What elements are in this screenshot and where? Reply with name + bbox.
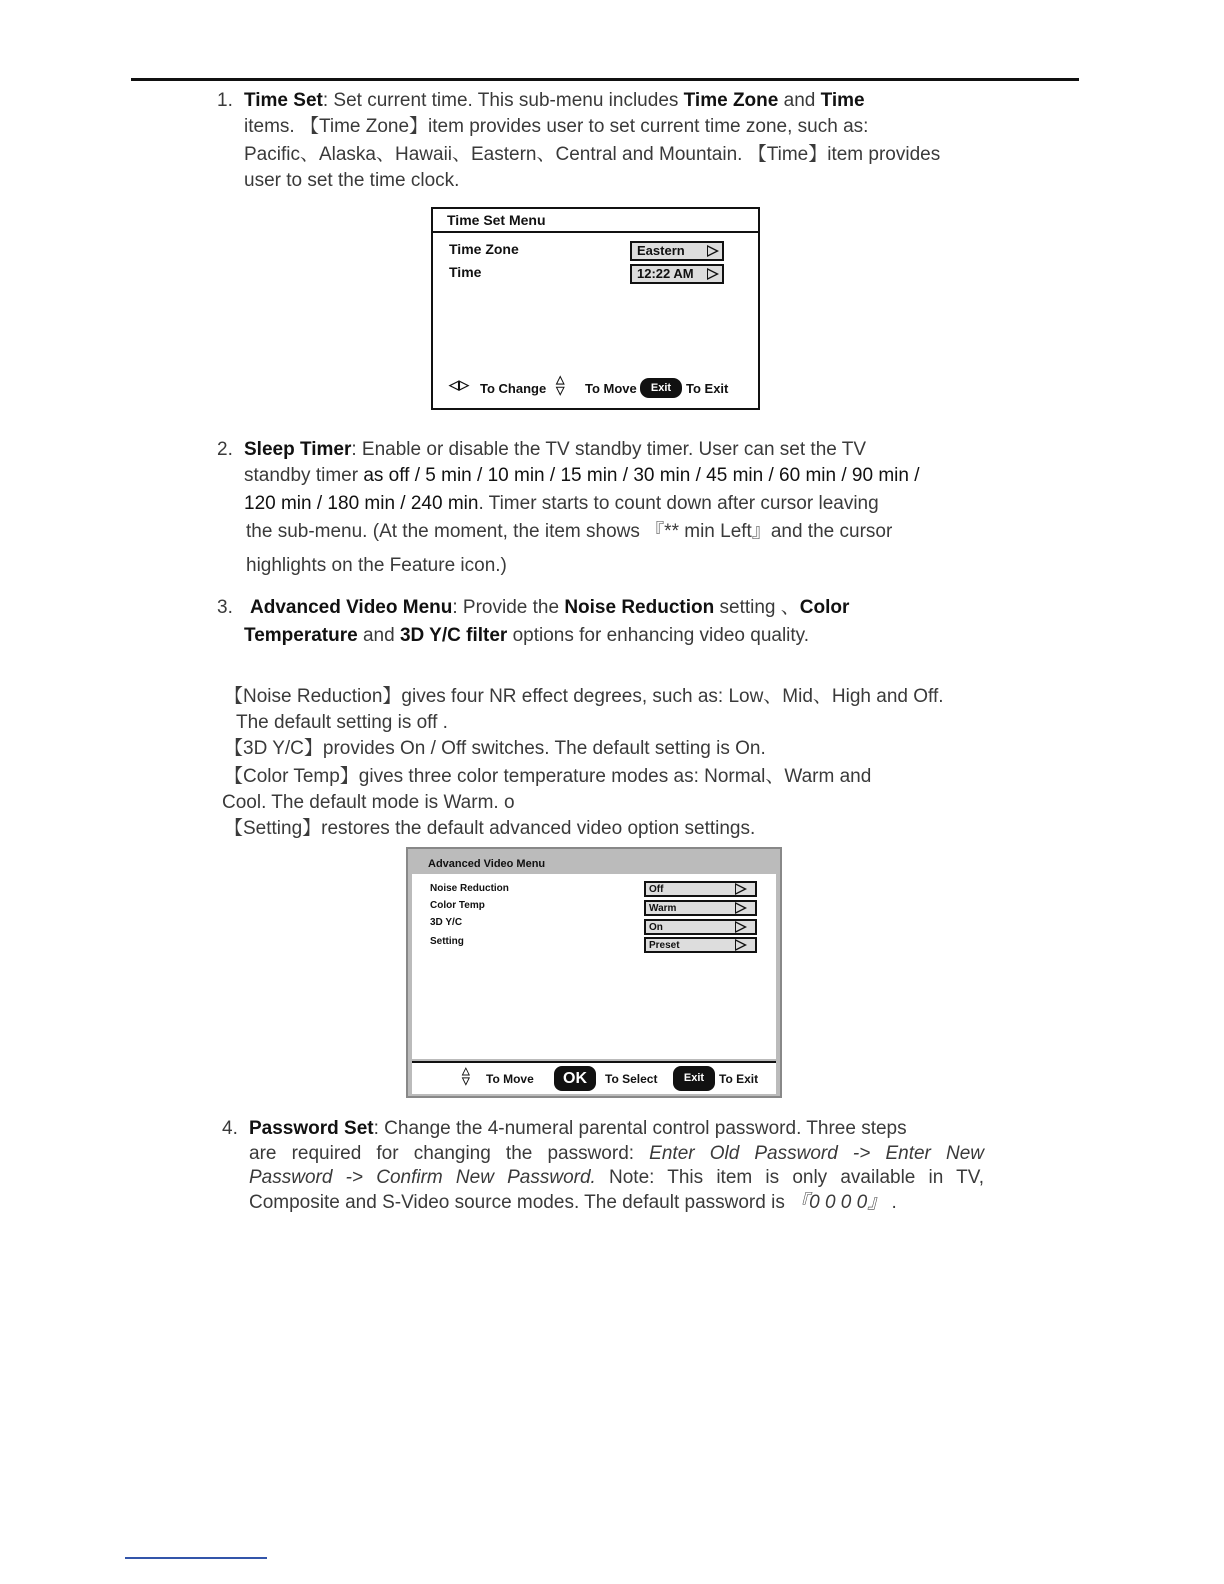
section-line: the sub-menu. (At the moment, the item shows 『** min Left』and the cursor xyxy=(246,521,893,542)
text: standby timer xyxy=(244,465,364,486)
section-sleep-timer xyxy=(217,437,997,579)
arrow-right-icon xyxy=(707,245,719,257)
section-line xyxy=(244,491,997,517)
text: . xyxy=(886,1192,897,1213)
footer-select: To Select xyxy=(605,1072,658,1086)
section-number: 1. xyxy=(217,90,233,111)
menu-body xyxy=(412,874,776,1059)
menu-footer xyxy=(412,1061,776,1094)
noise-reduction-value[interactable] xyxy=(644,881,757,897)
arrow-right-icon xyxy=(735,939,747,951)
section-line xyxy=(244,88,977,114)
section-title: Password Set xyxy=(249,1118,374,1139)
note-line: Cool. The default mode is Warm. o xyxy=(222,792,515,813)
up-down-arrows-icon: △ ▽ xyxy=(556,374,565,397)
top-rule xyxy=(131,78,1079,81)
value-text: On xyxy=(649,922,663,933)
menu-row-label: Noise Reduction xyxy=(430,883,509,894)
up-down-arrows-icon: △ ▽ xyxy=(462,1066,470,1087)
time-value[interactable] xyxy=(630,264,724,284)
time-set-menu xyxy=(431,207,760,410)
section-title: Advanced Video Menu xyxy=(250,597,453,618)
text: : Set current time. This sub-menu includes xyxy=(322,90,684,111)
note-line: 【Noise Reduction】gives four NR effect degrees, such as: Low、Mid、High and Off. xyxy=(224,686,944,707)
section-number: 2. xyxy=(217,439,233,460)
section-title: Sleep Timer xyxy=(244,439,352,460)
arrow-right-icon xyxy=(735,921,747,933)
footer-move: To Move xyxy=(486,1072,534,1086)
section-line xyxy=(249,1190,984,1216)
section-line xyxy=(244,463,997,489)
section-line xyxy=(244,595,977,621)
text: : Change the 4-numeral parental control password. Three steps xyxy=(373,1118,907,1139)
footer-change: To Change xyxy=(480,381,547,396)
value-text: 12:22 AM xyxy=(637,266,694,281)
value-text: Preset xyxy=(649,940,680,951)
section-password-set xyxy=(222,1116,984,1216)
section-line xyxy=(244,623,977,649)
section-title: Time Set xyxy=(244,90,323,111)
options-list: as off / 5 min / 10 min / 15 min / 30 min / 45 min / 60 min / 90 min / xyxy=(363,465,920,486)
text: Composite and S-Video source modes. The default password is xyxy=(249,1192,791,1213)
setting-value[interactable] xyxy=(644,937,757,953)
text: : Provide the xyxy=(452,597,565,618)
text: . Timer starts to count down after cursor leaving xyxy=(478,493,879,514)
section-number: 4. xyxy=(222,1118,238,1139)
note-line: 【3D Y/C】provides On / Off switches. The default setting is On. xyxy=(224,738,766,759)
text: options for enhancing video quality. xyxy=(507,625,810,646)
color-temp-value[interactable] xyxy=(644,900,757,916)
text: and xyxy=(357,625,400,646)
arrow-right-icon xyxy=(735,883,747,895)
term: 3D Y/C filter xyxy=(399,625,508,646)
term: Noise Reduction xyxy=(564,597,715,618)
section-line xyxy=(249,1165,984,1191)
menu-title: Advanced Video Menu xyxy=(408,849,780,871)
options-list: 120 min / 180 min / 240 min xyxy=(244,493,479,514)
left-right-arrows-icon: ◁▷ xyxy=(449,377,469,392)
exit-button[interactable]: Exit xyxy=(640,378,682,398)
section-number: 3. xyxy=(217,597,233,618)
section-time-set xyxy=(217,88,977,194)
text: and xyxy=(778,90,821,111)
menu-row-label: Time Zone xyxy=(449,241,519,257)
menu-row-label: Time xyxy=(449,264,482,280)
term: Time xyxy=(820,90,865,111)
section-line xyxy=(249,1116,984,1142)
menu-title: Time Set Menu xyxy=(433,209,758,233)
footer-move: To Move xyxy=(585,381,637,396)
time-zone-value[interactable] xyxy=(630,241,724,261)
term: Time Zone xyxy=(683,90,779,111)
exit-button[interactable]: Exit xyxy=(673,1066,715,1091)
arrow-right-icon xyxy=(735,902,747,914)
section-line: Pacific、Alaska、Hawaii、Eastern、Central and Mountain. 【Time】item provides xyxy=(244,144,941,165)
3d-yc-value[interactable] xyxy=(644,919,757,935)
default-password: 『0 0 0 0』 xyxy=(790,1192,887,1213)
text: Note: This item is only available in TV, xyxy=(595,1167,984,1188)
footer-exit: To Exit xyxy=(686,381,729,396)
text: are required for changing the password: xyxy=(249,1143,650,1164)
section-line xyxy=(249,1141,984,1167)
section-line: user to set the time clock. xyxy=(244,170,460,191)
section-line: highlights on the Feature icon.) xyxy=(246,555,507,576)
menu-row-label: 3D Y/C xyxy=(430,917,463,928)
password-steps: Enter Old Password -> Enter New xyxy=(649,1143,984,1164)
term: Color xyxy=(799,597,850,618)
note-line: 【Setting】restores the default advanced video option settings. xyxy=(224,818,756,839)
ok-button[interactable]: OK xyxy=(554,1066,596,1091)
section-line xyxy=(244,437,977,463)
text: : Enable or disable the TV standby timer. User can set the TV xyxy=(351,439,867,460)
advanced-video-menu xyxy=(406,847,782,1098)
value-text: Off xyxy=(649,884,664,895)
section-advanced-video xyxy=(217,595,977,649)
text: setting 、 xyxy=(714,597,800,618)
footnote-rule xyxy=(125,1557,267,1559)
footer-exit: To Exit xyxy=(719,1072,759,1086)
option-notes xyxy=(224,684,994,842)
menu-row-label: Color Temp xyxy=(430,900,485,911)
note-line: The default setting is off . xyxy=(236,712,448,733)
password-steps: Password -> Confirm New Password. xyxy=(249,1167,596,1188)
section-line: items. 【Time Zone】item provides user to set current time zone, such as: xyxy=(244,116,869,137)
arrow-right-icon xyxy=(707,268,719,280)
value-text: Eastern xyxy=(637,243,685,258)
note-line: 【Color Temp】gives three color temperature modes as: Normal、Warm and xyxy=(224,766,872,787)
menu-row-label: Setting xyxy=(430,936,464,947)
value-text: Warm xyxy=(649,903,677,914)
term: Temperature xyxy=(244,625,358,646)
